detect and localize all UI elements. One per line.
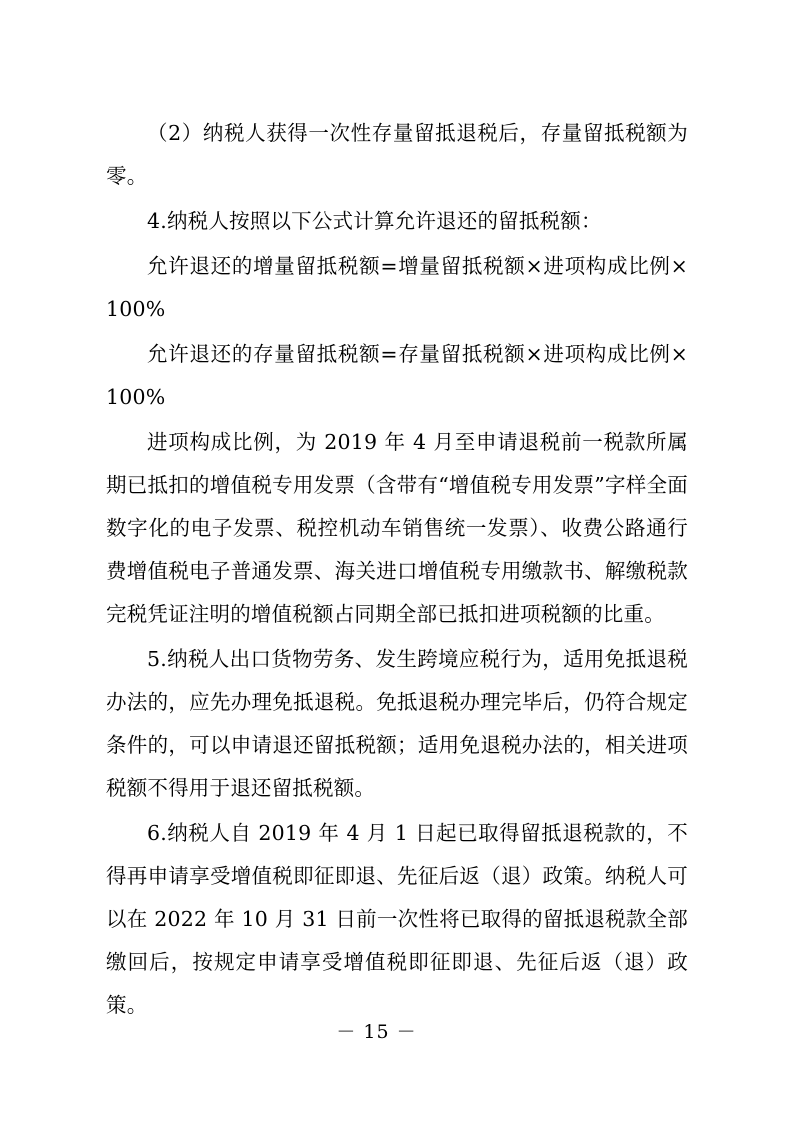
formula-incremental-refund: 允许退还的增量留抵税额=增量留抵税额×进项构成比例×100% [106, 254, 688, 321]
paragraph-input-composition-ratio: 进项构成比例，为 2019 年 4 月至申请退税前一税款所属期已抵扣的增值税专用发票（含带有“增值税专用发票”字样全面数字化的电子发票、税控机动车销售统一发票）、收费公路通行费增值税电子普通发票、海关进口增值税专用缴款书、解缴税款完税凭证注明的增值税额占同期全部已抵扣进项税额的比重。 [106, 430, 688, 626]
document-body [106, 112, 688, 1027]
paragraph-item-5: 5.纳税人出口货物劳务、发生跨境应税行为，适用免抵退税办法的，应先办理免抵退税。免抵退税办理完毕后，仍符合规定条件的，可以申请退还留抵税额；适用免退税办法的，相关进项税额不得用于退还留抵税额。 [106, 647, 688, 800]
paragraph-item-6: 6.纳税人自 2019 年 4 月 1 日起已取得留抵退税款的，不得再申请享受增值税即征即退、先征后返（退）政策。纳税人可以在 2022 年 10 月 31 日前一次性将已取得的留抵退税款全部缴回后，按规定申请享受增值税即征即退、先征后返（退）政策。 [106, 821, 688, 1017]
page-number: － 15 － [336, 1021, 417, 1043]
formula-stock-refund: 允许退还的存量留抵税额=存量留抵税额×进项构成比例×100% [106, 342, 688, 409]
paragraph-item-4: 4.纳税人按照以下公式计算允许退还的留抵税额： [147, 209, 602, 233]
paragraph-item-2: （2）纳税人获得一次性存量留抵退税后，存量留抵税额为零。 [106, 121, 688, 188]
